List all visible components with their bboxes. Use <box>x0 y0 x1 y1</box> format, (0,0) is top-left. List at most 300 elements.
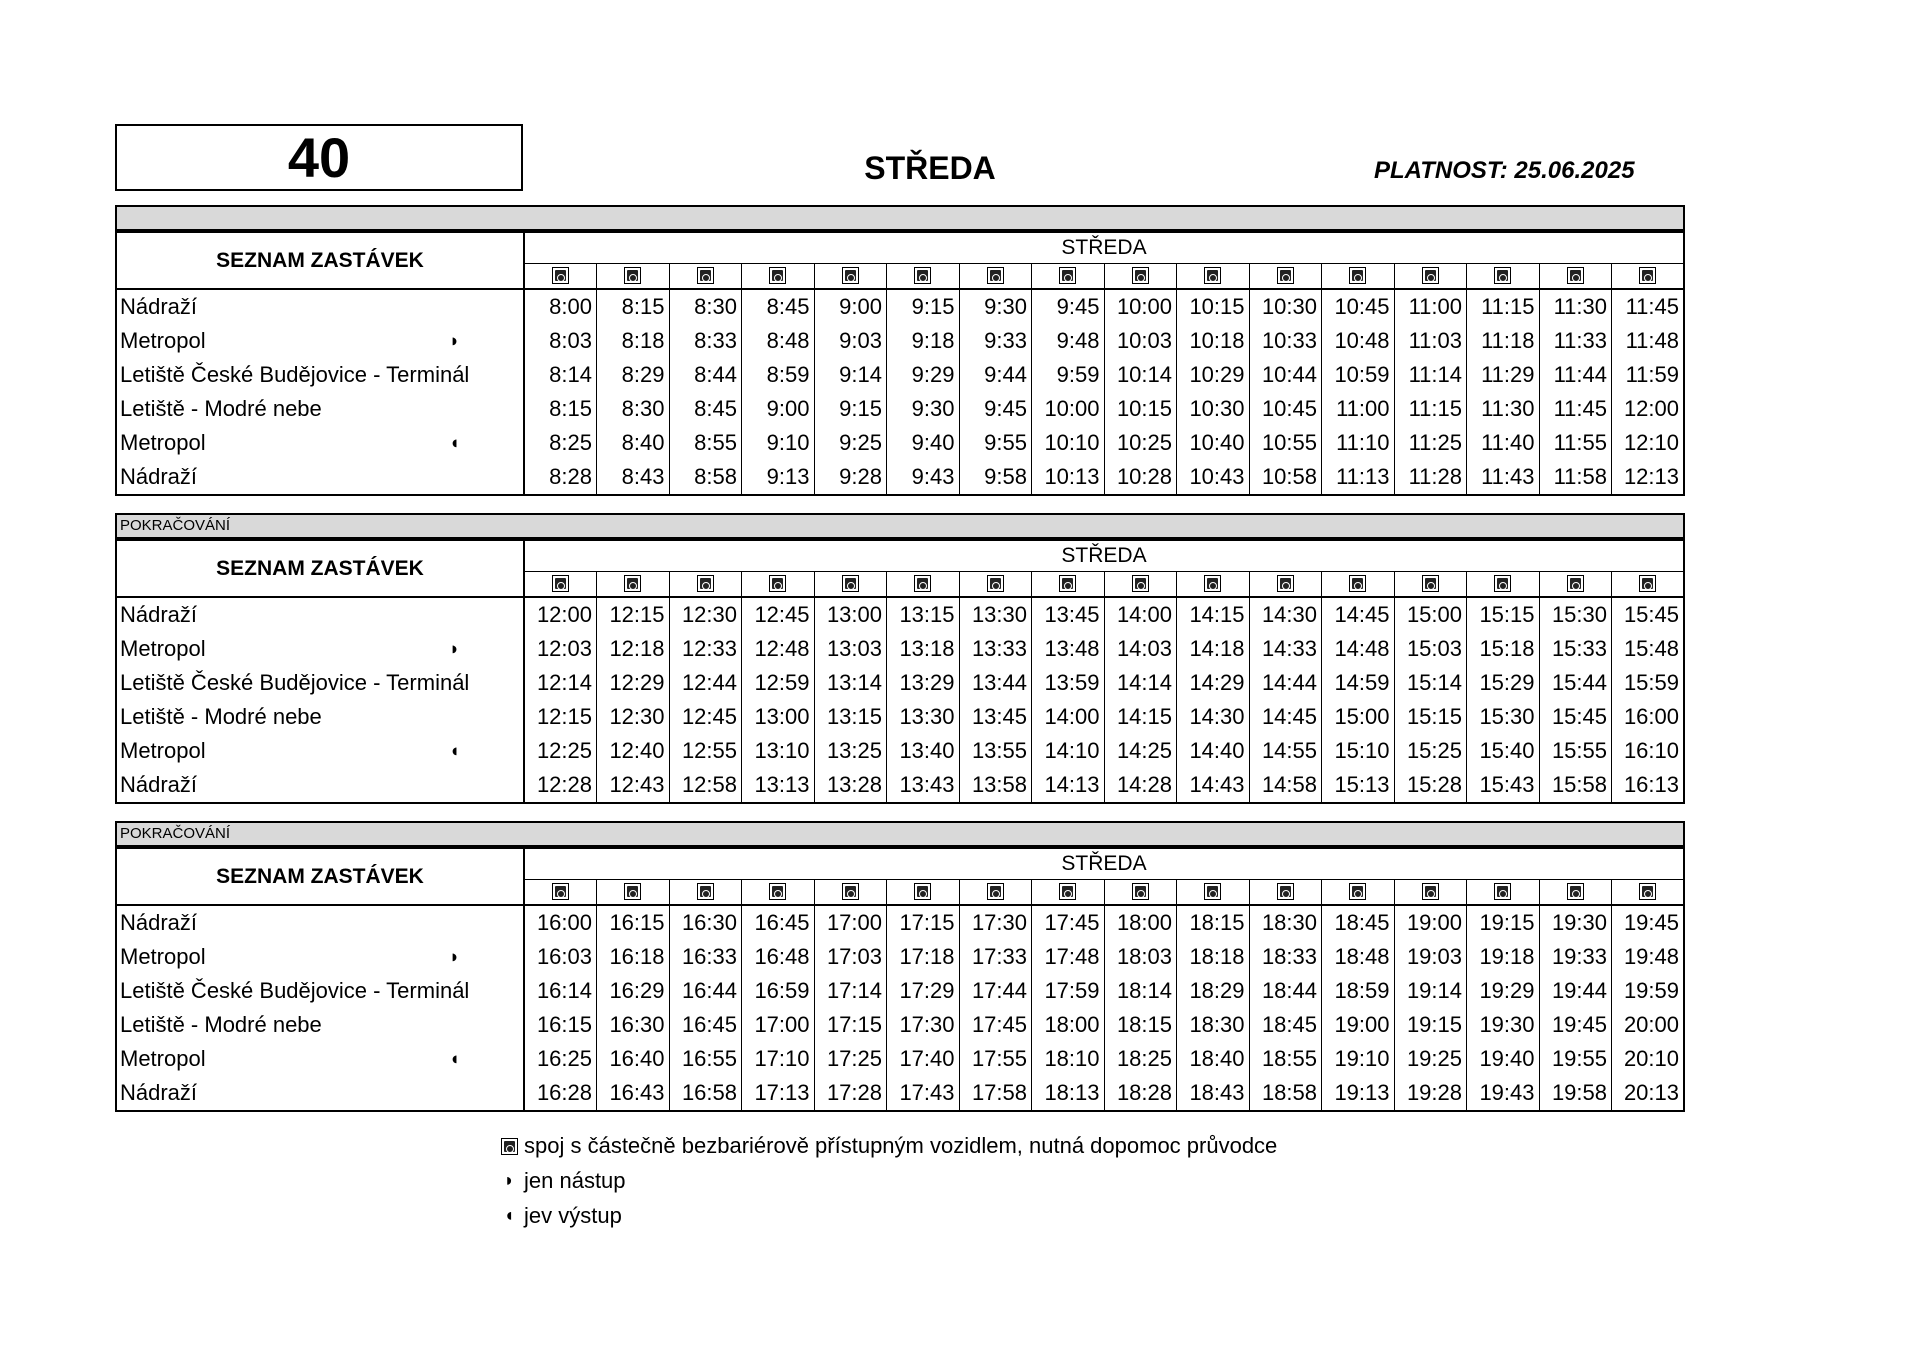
legend-item <box>494 1163 1277 1198</box>
departure-time: 12:14 <box>524 666 597 700</box>
departure-time: 13:03 <box>814 632 887 666</box>
section-bar: POKRAČOVÁNÍ <box>115 821 1685 847</box>
departure-time: 11:14 <box>1394 358 1467 392</box>
wheelchair-icon <box>842 575 859 592</box>
departure-time: 11:00 <box>1394 289 1467 324</box>
accessibility-cell <box>669 264 742 290</box>
departure-time: 19:10 <box>1322 1042 1395 1076</box>
wheelchair-icon <box>769 267 786 284</box>
stop-name: Nádraží <box>120 910 198 935</box>
departure-time: 11:55 <box>1539 426 1612 460</box>
accessibility-cell <box>1467 264 1540 290</box>
departure-time: 10:10 <box>1032 426 1105 460</box>
table-row <box>116 666 1684 700</box>
accessibility-cell <box>959 880 1032 906</box>
departure-time: 11:10 <box>1322 426 1395 460</box>
wheelchair-icon <box>914 267 931 284</box>
departure-time: 14:58 <box>1249 768 1322 803</box>
departure-time: 16:28 <box>524 1076 597 1111</box>
stop-name-cell <box>116 974 524 1008</box>
departure-time: 15:03 <box>1394 632 1467 666</box>
day-header: STŘEDA <box>524 540 1684 572</box>
timetable-table <box>115 539 1685 804</box>
wheelchair-icon <box>1132 883 1149 900</box>
accessibility-cell <box>597 880 670 906</box>
departure-time: 14:43 <box>1177 768 1250 803</box>
timetable-table <box>115 847 1685 1112</box>
departure-time: 17:30 <box>959 905 1032 940</box>
accessibility-cell <box>814 572 887 598</box>
section-bar: POKRAČOVÁNÍ <box>115 513 1685 539</box>
departure-time: 13:40 <box>887 734 960 768</box>
departure-time: 19:00 <box>1394 905 1467 940</box>
departure-time: 16:55 <box>669 1042 742 1076</box>
departure-time: 9:10 <box>742 426 815 460</box>
departure-time: 17:30 <box>887 1008 960 1042</box>
departure-time: 16:48 <box>742 940 815 974</box>
departure-time: 10:15 <box>1104 392 1177 426</box>
departure-time: 11:59 <box>1612 358 1685 392</box>
legend-item <box>494 1198 1277 1233</box>
departure-time: 19:44 <box>1539 974 1612 1008</box>
departure-time: 18:00 <box>1032 1008 1105 1042</box>
departure-time: 13:30 <box>887 700 960 734</box>
departure-time: 10:03 <box>1104 324 1177 358</box>
departure-time: 15:28 <box>1394 768 1467 803</box>
accessibility-cell <box>1467 572 1540 598</box>
table-row <box>116 632 1684 666</box>
departure-time: 14:14 <box>1104 666 1177 700</box>
table-row <box>116 1042 1684 1076</box>
departure-time: 10:45 <box>1249 392 1322 426</box>
accessibility-cell <box>1612 264 1685 290</box>
departure-time: 10:30 <box>1177 392 1250 426</box>
departure-time: 9:29 <box>887 358 960 392</box>
wheelchair-icon <box>624 883 641 900</box>
departure-time: 13:15 <box>814 700 887 734</box>
departure-time: 17:33 <box>959 940 1032 974</box>
legend-text: spoj s částečně bezbariérově přístupným vozidlem, nutná dopomoc průvodce <box>524 1132 1278 1158</box>
wheelchair-icon <box>1277 883 1294 900</box>
table-row <box>116 358 1684 392</box>
departure-time: 17:59 <box>1032 974 1105 1008</box>
accessibility-cell <box>814 880 887 906</box>
departure-time: 16:43 <box>597 1076 670 1111</box>
departure-time: 14:29 <box>1177 666 1250 700</box>
departure-time: 11:18 <box>1467 324 1540 358</box>
departure-time: 12:40 <box>597 734 670 768</box>
departure-time: 11:15 <box>1394 392 1467 426</box>
accessibility-cell <box>1394 264 1467 290</box>
departure-time: 10:29 <box>1177 358 1250 392</box>
departure-time: 15:13 <box>1322 768 1395 803</box>
wheelchair-icon <box>1567 575 1584 592</box>
accessibility-cell <box>1177 572 1250 598</box>
departure-time: 19:25 <box>1394 1042 1467 1076</box>
table-row <box>116 734 1684 768</box>
departure-time: 14:55 <box>1249 734 1322 768</box>
departure-time: 9:25 <box>814 426 887 460</box>
departure-time: 19:13 <box>1322 1076 1395 1111</box>
departure-time: 17:55 <box>959 1042 1032 1076</box>
stop-name-cell <box>116 324 524 358</box>
alighting-only-icon: ◖ <box>503 1205 515 1225</box>
wheelchair-icon <box>1277 267 1294 284</box>
departure-time: 11:25 <box>1394 426 1467 460</box>
wheelchair-icon <box>552 883 569 900</box>
wheelchair-icon <box>1059 883 1076 900</box>
wheelchair-icon <box>624 267 641 284</box>
departure-time: 10:44 <box>1249 358 1322 392</box>
timetable-section <box>115 513 1685 804</box>
departure-time: 15:43 <box>1467 768 1540 803</box>
departure-time: 17:28 <box>814 1076 887 1111</box>
departure-time: 12:33 <box>669 632 742 666</box>
wheelchair-icon <box>1277 575 1294 592</box>
departure-time: 8:43 <box>597 460 670 495</box>
wheelchair-icon <box>1639 883 1656 900</box>
departure-time: 15:45 <box>1539 700 1612 734</box>
departure-time: 13:45 <box>959 700 1032 734</box>
departure-time: 11:00 <box>1322 392 1395 426</box>
departure-time: 8:58 <box>669 460 742 495</box>
departure-time: 19:15 <box>1394 1008 1467 1042</box>
stop-name-cell <box>116 358 524 392</box>
alighting-only-icon: ◖ <box>449 432 460 453</box>
accessibility-cell <box>1104 880 1177 906</box>
wheelchair-icon <box>987 267 1004 284</box>
accessibility-cell <box>524 264 597 290</box>
stop-name: Nádraží <box>120 1080 198 1105</box>
departure-time: 11:45 <box>1539 392 1612 426</box>
departure-time: 13:45 <box>1032 597 1105 632</box>
departure-time: 9:13 <box>742 460 815 495</box>
departure-time: 14:15 <box>1104 700 1177 734</box>
departure-time: 15:59 <box>1612 666 1685 700</box>
departure-time: 14:10 <box>1032 734 1105 768</box>
wheelchair-icon <box>1639 267 1656 284</box>
departure-time: 9:33 <box>959 324 1032 358</box>
departure-time: 11:33 <box>1539 324 1612 358</box>
stop-name: Metropol <box>120 738 206 763</box>
departure-time: 17:45 <box>959 1008 1032 1042</box>
departure-time: 14:00 <box>1104 597 1177 632</box>
table-row <box>116 768 1684 803</box>
stop-name: Metropol <box>120 944 206 969</box>
departure-time: 15:55 <box>1539 734 1612 768</box>
departure-time: 13:00 <box>742 700 815 734</box>
departure-time: 16:30 <box>597 1008 670 1042</box>
wheelchair-icon <box>552 267 569 284</box>
departure-time: 9:03 <box>814 324 887 358</box>
departure-time: 16:03 <box>524 940 597 974</box>
departure-time: 12:30 <box>597 700 670 734</box>
departure-time: 10:30 <box>1249 289 1322 324</box>
departure-time: 18:10 <box>1032 1042 1105 1076</box>
departure-time: 11:40 <box>1467 426 1540 460</box>
departure-time: 17:45 <box>1032 905 1105 940</box>
departure-time: 8:18 <box>597 324 670 358</box>
departure-time: 17:44 <box>959 974 1032 1008</box>
departure-time: 16:45 <box>669 1008 742 1042</box>
validity-date: PLATNOST: 25.06.2025 <box>1374 157 1635 184</box>
departure-time: 17:13 <box>742 1076 815 1111</box>
departure-time: 19:33 <box>1539 940 1612 974</box>
departure-time: 8:25 <box>524 426 597 460</box>
departure-time: 14:18 <box>1177 632 1250 666</box>
departure-time: 9:55 <box>959 426 1032 460</box>
departure-time: 10:48 <box>1322 324 1395 358</box>
departure-time: 8:45 <box>669 392 742 426</box>
departure-time: 19:58 <box>1539 1076 1612 1111</box>
departure-time: 13:48 <box>1032 632 1105 666</box>
departure-time: 10:45 <box>1322 289 1395 324</box>
table-row <box>116 940 1684 974</box>
departure-time: 18:40 <box>1177 1042 1250 1076</box>
departure-time: 12:43 <box>597 768 670 803</box>
departure-time: 18:30 <box>1177 1008 1250 1042</box>
accessibility-cell <box>742 880 815 906</box>
departure-time: 18:44 <box>1249 974 1322 1008</box>
departure-time: 16:13 <box>1612 768 1685 803</box>
departure-time: 13:33 <box>959 632 1032 666</box>
departure-time: 14:33 <box>1249 632 1322 666</box>
legend <box>494 1128 1277 1233</box>
accessibility-cell <box>1322 880 1395 906</box>
stop-name-cell <box>116 940 524 974</box>
table-row <box>116 700 1684 734</box>
departure-time: 11:48 <box>1612 324 1685 358</box>
accessibility-cell <box>669 880 742 906</box>
departure-time: 10:00 <box>1104 289 1177 324</box>
departure-time: 9:14 <box>814 358 887 392</box>
accessibility-cell <box>1394 572 1467 598</box>
wheelchair-icon <box>769 883 786 900</box>
departure-time: 18:45 <box>1322 905 1395 940</box>
stop-name: Letiště České Budějovice - Terminál <box>120 670 470 695</box>
departure-time: 18:14 <box>1104 974 1177 1008</box>
departure-time: 18:18 <box>1177 940 1250 974</box>
wheelchair-icon <box>1059 267 1076 284</box>
stop-name-cell <box>116 666 524 700</box>
departure-time: 13:59 <box>1032 666 1105 700</box>
stop-name-cell <box>116 1042 524 1076</box>
departure-time: 17:00 <box>742 1008 815 1042</box>
stop-name-cell <box>116 597 524 632</box>
accessibility-cell <box>1539 264 1612 290</box>
wheelchair-icon <box>1494 883 1511 900</box>
wheelchair-icon <box>1059 575 1076 592</box>
stop-name-cell <box>116 632 524 666</box>
departure-time: 12:30 <box>669 597 742 632</box>
departure-time: 9:43 <box>887 460 960 495</box>
boarding-only-icon: ◗ <box>449 638 460 659</box>
departure-time: 10:43 <box>1177 460 1250 495</box>
wheelchair-icon <box>769 575 786 592</box>
departure-time: 15:10 <box>1322 734 1395 768</box>
departure-time: 9:00 <box>814 289 887 324</box>
table-row <box>116 460 1684 495</box>
stops-header: SEZNAM ZASTÁVEK <box>116 232 524 289</box>
departure-time: 10:18 <box>1177 324 1250 358</box>
accessibility-cell <box>887 572 960 598</box>
departure-time: 10:59 <box>1322 358 1395 392</box>
wheelchair-icon <box>842 267 859 284</box>
departure-time: 18:03 <box>1104 940 1177 974</box>
departure-time: 18:28 <box>1104 1076 1177 1111</box>
departure-time: 8:14 <box>524 358 597 392</box>
wheelchair-icon <box>914 883 931 900</box>
departure-time: 20:13 <box>1612 1076 1685 1111</box>
departure-time: 19:45 <box>1612 905 1685 940</box>
departure-time: 12:15 <box>524 700 597 734</box>
departure-time: 13:44 <box>959 666 1032 700</box>
departure-time: 8:28 <box>524 460 597 495</box>
departure-time: 9:28 <box>814 460 887 495</box>
departure-time: 8:15 <box>524 392 597 426</box>
accessibility-cell <box>1394 880 1467 906</box>
stop-name: Metropol <box>120 1046 206 1071</box>
departure-time: 12:59 <box>742 666 815 700</box>
departure-time: 14:59 <box>1322 666 1395 700</box>
departure-time: 12:48 <box>742 632 815 666</box>
departure-time: 10:14 <box>1104 358 1177 392</box>
accessibility-cell <box>1249 572 1322 598</box>
departure-time: 11:03 <box>1394 324 1467 358</box>
wheelchair-icon <box>1567 267 1584 284</box>
departure-time: 8:44 <box>669 358 742 392</box>
stop-name: Letiště České Budějovice - Terminál <box>120 362 470 387</box>
departure-time: 8:30 <box>669 289 742 324</box>
accessibility-cell <box>524 572 597 598</box>
departure-time: 11:44 <box>1539 358 1612 392</box>
departure-time: 17:15 <box>887 905 960 940</box>
timetable-section <box>115 205 1685 496</box>
stop-name: Metropol <box>120 430 206 455</box>
departure-time: 17:15 <box>814 1008 887 1042</box>
wheelchair-icon <box>1422 575 1439 592</box>
departure-time: 18:13 <box>1032 1076 1105 1111</box>
departure-time: 14:13 <box>1032 768 1105 803</box>
departure-time: 18:15 <box>1104 1008 1177 1042</box>
departure-time: 13:14 <box>814 666 887 700</box>
departure-time: 13:55 <box>959 734 1032 768</box>
departure-time: 14:03 <box>1104 632 1177 666</box>
departure-time: 18:15 <box>1177 905 1250 940</box>
accessibility-cell <box>1612 572 1685 598</box>
accessibility-cell <box>1539 880 1612 906</box>
departure-time: 14:45 <box>1322 597 1395 632</box>
departure-time: 17:25 <box>814 1042 887 1076</box>
departure-time: 8:30 <box>597 392 670 426</box>
departure-time: 9:18 <box>887 324 960 358</box>
stop-name: Letiště - Modré nebe <box>120 396 322 421</box>
departure-time: 12:13 <box>1612 460 1685 495</box>
departure-time: 16:30 <box>669 905 742 940</box>
stop-name: Letiště - Modré nebe <box>120 1012 322 1037</box>
alighting-only-icon: ◖ <box>449 740 460 761</box>
departure-time: 12:45 <box>669 700 742 734</box>
departure-time: 12:58 <box>669 768 742 803</box>
departure-time: 12:00 <box>524 597 597 632</box>
day-header: STŘEDA <box>524 232 1684 264</box>
departure-time: 15:44 <box>1539 666 1612 700</box>
accessibility-cell <box>1177 264 1250 290</box>
departure-time: 19:45 <box>1539 1008 1612 1042</box>
boarding-only-icon: ◗ <box>449 330 460 351</box>
departure-time: 12:15 <box>597 597 670 632</box>
departure-time: 18:58 <box>1249 1076 1322 1111</box>
departure-time: 15:14 <box>1394 666 1467 700</box>
timetable-section <box>115 821 1685 1112</box>
wheelchair-icon <box>1422 267 1439 284</box>
wheelchair-icon <box>697 883 714 900</box>
wheelchair-icon <box>1204 575 1221 592</box>
table-row <box>116 392 1684 426</box>
departure-time: 12:10 <box>1612 426 1685 460</box>
day-header: STŘEDA <box>524 848 1684 880</box>
wheelchair-icon <box>1422 883 1439 900</box>
departure-time: 12:00 <box>1612 392 1685 426</box>
departure-time: 10:13 <box>1032 460 1105 495</box>
wheelchair-icon <box>1132 267 1149 284</box>
stop-name: Metropol <box>120 328 206 353</box>
wheelchair-icon <box>1349 883 1366 900</box>
departure-time: 13:18 <box>887 632 960 666</box>
departure-time: 9:15 <box>814 392 887 426</box>
departure-time: 12:03 <box>524 632 597 666</box>
stop-name-cell <box>116 426 524 460</box>
departure-time: 16:18 <box>597 940 670 974</box>
departure-time: 15:33 <box>1539 632 1612 666</box>
stop-name: Letiště České Budějovice - Terminál <box>120 978 470 1003</box>
departure-time: 8:55 <box>669 426 742 460</box>
departure-time: 14:30 <box>1177 700 1250 734</box>
departure-time: 11:30 <box>1539 289 1612 324</box>
departure-time: 18:48 <box>1322 940 1395 974</box>
departure-time: 17:58 <box>959 1076 1032 1111</box>
departure-time: 19:28 <box>1394 1076 1467 1111</box>
departure-time: 9:40 <box>887 426 960 460</box>
day-title: STŘEDA <box>864 150 996 186</box>
departure-time: 9:15 <box>887 289 960 324</box>
departure-time: 13:58 <box>959 768 1032 803</box>
departure-time: 15:30 <box>1539 597 1612 632</box>
departure-time: 19:15 <box>1467 905 1540 940</box>
accessibility-cell <box>959 572 1032 598</box>
departure-time: 19:00 <box>1322 1008 1395 1042</box>
departure-time: 18:00 <box>1104 905 1177 940</box>
departure-time: 10:40 <box>1177 426 1250 460</box>
departure-time: 8:00 <box>524 289 597 324</box>
wheelchair-icon <box>1494 575 1511 592</box>
stop-name-cell <box>116 734 524 768</box>
departure-time: 17:18 <box>887 940 960 974</box>
departure-time: 10:58 <box>1249 460 1322 495</box>
departure-time: 11:30 <box>1467 392 1540 426</box>
stop-name: Nádraží <box>120 772 198 797</box>
wheelchair-icon <box>987 575 1004 592</box>
accessibility-cell <box>1032 880 1105 906</box>
departure-time: 19:29 <box>1467 974 1540 1008</box>
departure-time: 17:10 <box>742 1042 815 1076</box>
departure-time: 16:10 <box>1612 734 1685 768</box>
departure-time: 16:15 <box>524 1008 597 1042</box>
departure-time: 12:29 <box>597 666 670 700</box>
departure-time: 15:00 <box>1322 700 1395 734</box>
wheelchair-icon <box>914 575 931 592</box>
departure-time: 14:40 <box>1177 734 1250 768</box>
